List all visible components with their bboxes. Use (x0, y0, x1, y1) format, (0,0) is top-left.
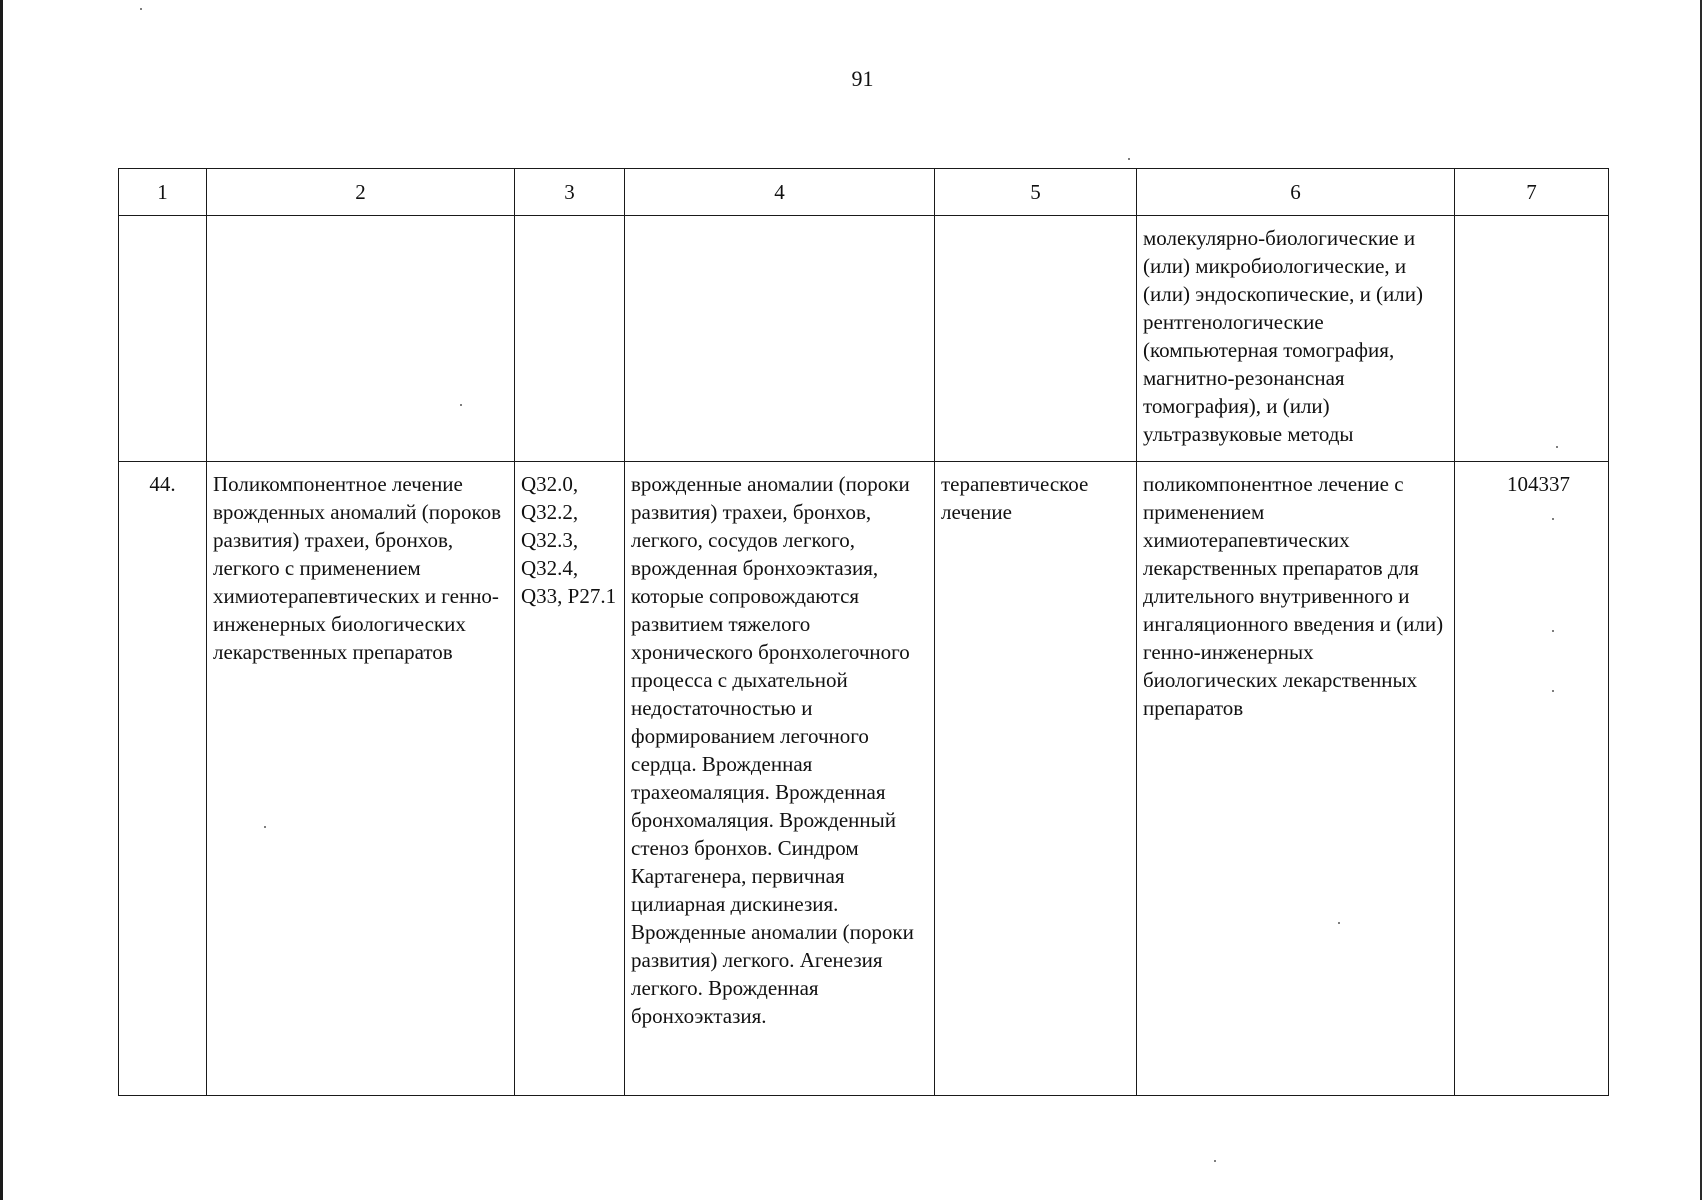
diagnosis-cell (625, 216, 935, 462)
treatment-method-cell: молекулярно-биологические и (или) микробиологические, и (или) эндоскопические, и (или) рентгенологические (компьютерная томография, магнитно-резонансная томография), и (или) ультразвуковые методы (1137, 216, 1455, 462)
treatment-type-cell: терапевтическое лечение (935, 462, 1137, 1096)
price-cell (1455, 216, 1609, 462)
page-number: 91 (851, 66, 874, 91)
scan-border-right (1700, 0, 1702, 1200)
scan-speck (1552, 630, 1554, 632)
treatment-method-cell: поликомпонентное лечение с применением химиотерапевтических лекарственных препаратов для длительного внутривенного и ингаляционного введения и (или) генно-инженерных биологических лекарственных препаратов (1137, 462, 1455, 1096)
icd-codes-cell (515, 216, 625, 462)
scan-speck (1552, 518, 1554, 520)
icd-codes-cell: Q32.0, Q32.2, Q32.3, Q32.4, Q33, P27.1 (515, 462, 625, 1096)
column-header-7: 7 (1455, 169, 1609, 216)
price-cell: 104337 (1455, 462, 1609, 1096)
column-header-1: 1 (119, 169, 207, 216)
diagnosis-cell: врожденные аномалии (пороки развития) трахеи, бронхов, легкого, сосудов легкого, врожденная бронхоэктазия, которые сопровождаются развитием тяжелого хронического бронхолегочного процесса с дыхательной недостаточностью и формированием легочного сердца. Врожденная трахеомаляция. Врожденная бронхомаляция. Врожденный стеноз бронхов. Синдром Картагенера, первичная цилиарная дискинезия. Врожденные аномалии (пороки развития) легкого. Агенезия легкого. Врожденная бронхоэктазия. (625, 462, 935, 1096)
column-header-5: 5 (935, 169, 1137, 216)
service-name-cell: Поликомпонентное лечение врожденных аномалий (пороков развития) трахеи, бронхов, легкого с применением химиотерапевтических и генно-инженерных биологических лекарственных препаратов (207, 462, 515, 1096)
scan-speck (1556, 446, 1558, 448)
column-header-2: 2 (207, 169, 515, 216)
scan-speck (1128, 158, 1130, 160)
scan-speck (460, 404, 462, 406)
column-header-6: 6 (1137, 169, 1455, 216)
scan-speck (1552, 690, 1554, 692)
table-row-continuation (119, 216, 1609, 462)
scan-speck (1338, 922, 1340, 924)
treatment-type-cell (935, 216, 1137, 462)
row-number-cell: 44. (119, 462, 207, 1096)
column-header-4: 4 (625, 169, 935, 216)
column-header-3: 3 (515, 169, 625, 216)
services-table (118, 168, 1609, 1096)
table-header-row (119, 169, 1609, 216)
table-row-44 (119, 462, 1609, 1096)
scan-speck (140, 8, 142, 10)
scan-speck (264, 826, 266, 828)
scan-border-left (0, 0, 3, 1200)
scan-speck (1214, 1160, 1216, 1162)
row-number-cell (119, 216, 207, 462)
service-name-cell (207, 216, 515, 462)
